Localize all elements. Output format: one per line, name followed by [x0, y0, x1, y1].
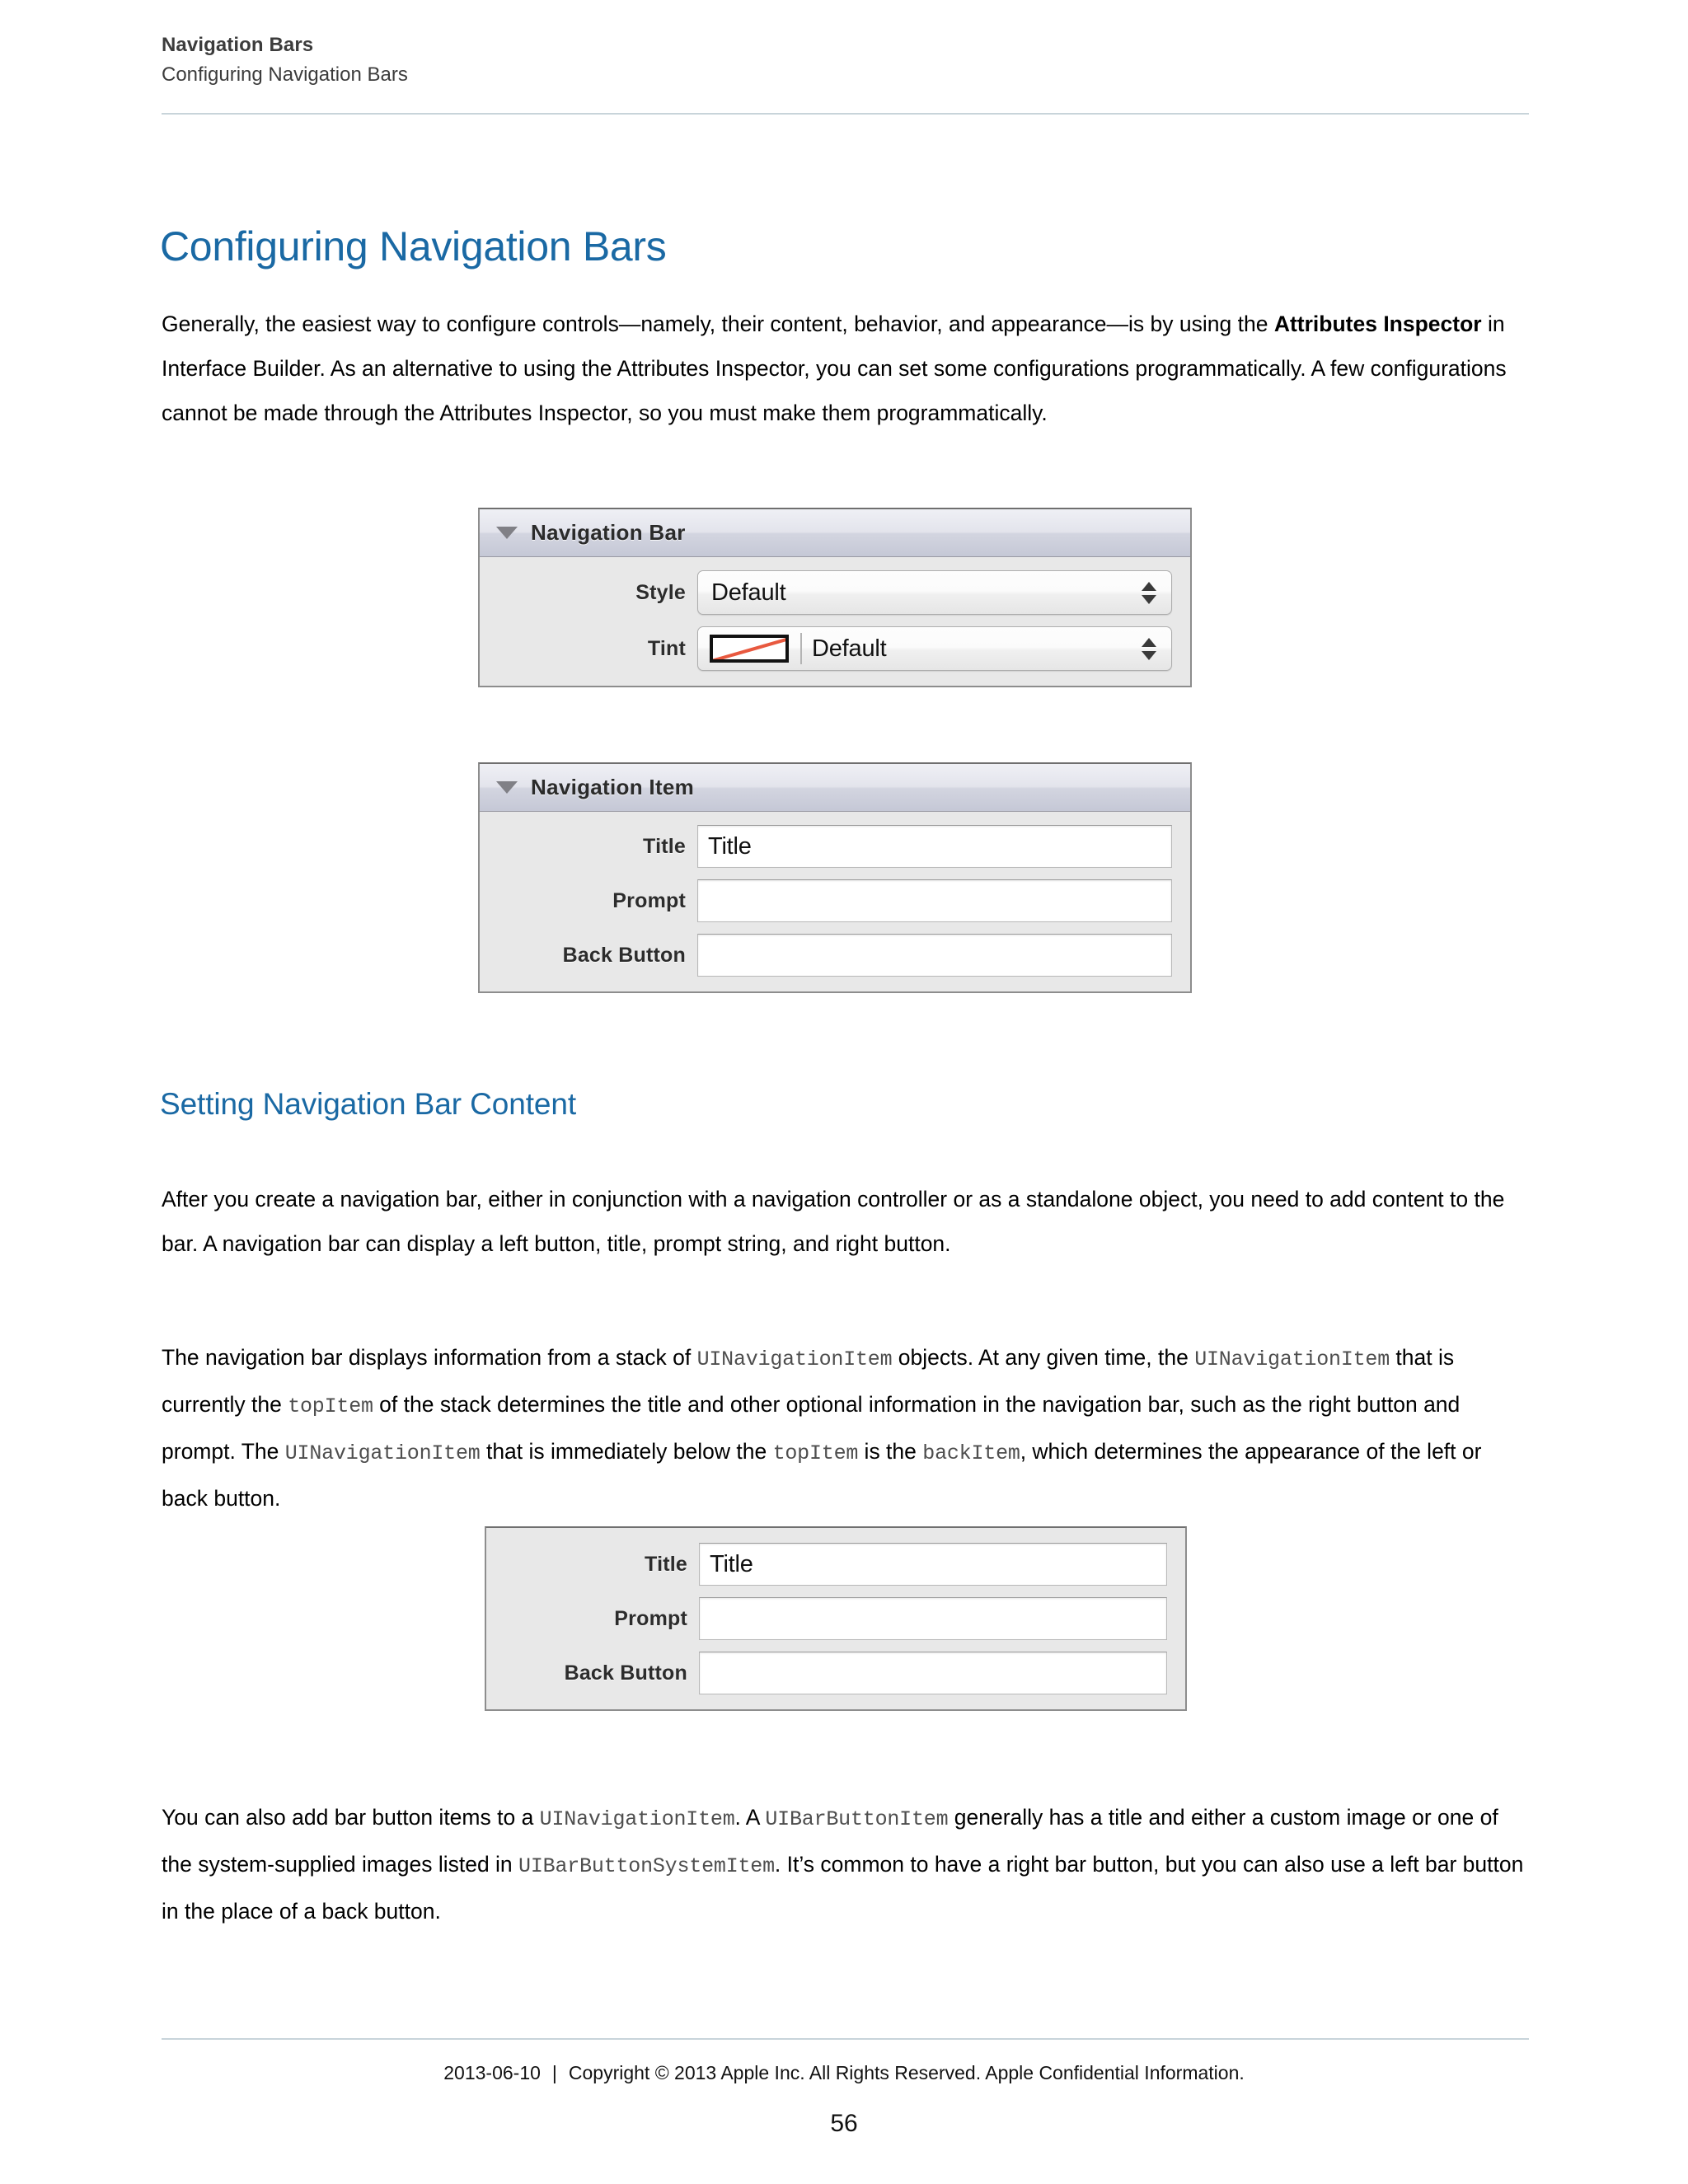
- prompt-input[interactable]: [699, 1597, 1167, 1640]
- tint-color-popup-button[interactable]: [697, 626, 1172, 671]
- field-label-back-button: Back Button: [562, 943, 686, 967]
- paragraph-bar-button-items: [162, 1795, 1530, 1933]
- baritem-text-4: . It’s common to have a right bar button, but you can also use a left bar button in the place of a back button.: [162, 1852, 1524, 1924]
- no-color-swatch-icon[interactable]: [710, 635, 789, 663]
- attributes-inspector-bold: Attributes Inspector: [1273, 312, 1482, 336]
- title-input-value: Title: [708, 832, 752, 860]
- title-input[interactable]: [697, 825, 1172, 868]
- footer-date: 2013-06-10: [443, 2062, 541, 2083]
- style-popup-value: Default: [711, 579, 786, 606]
- running-header-book-title: Navigation Bars: [162, 34, 314, 56]
- field-label-tint: Tint: [647, 636, 686, 660]
- inspector-header-navigation-item[interactable]: [480, 764, 1190, 812]
- baritem-text-2: . A: [734, 1805, 766, 1830]
- paragraph-intro-part1: Generally, the easiest way to configure controls—namely, their content, behavior, and appearance—is by using the: [162, 312, 1274, 336]
- field-label-style: Style: [635, 580, 686, 604]
- code-uinavigationitem-1: UINavigationItem: [696, 1347, 893, 1371]
- baritem-text-1: You can also add bar button items to a: [162, 1805, 540, 1830]
- footer-separator: |: [551, 2062, 557, 2083]
- code-uibarbuttonsystemitem: UIBarButtonSystemItem: [518, 1854, 775, 1878]
- code-uinavigationitem-3: UINavigationItem: [284, 1441, 481, 1465]
- page-number: 56: [830, 2110, 858, 2137]
- stepper-updown-icon[interactable]: [1135, 632, 1163, 665]
- inspector-title-navigation-bar: Navigation Bar: [531, 520, 686, 545]
- stepper-updown-icon[interactable]: [1135, 576, 1163, 609]
- footer: [0, 2062, 1688, 2084]
- field-label-title: Title: [645, 1552, 687, 1576]
- inspector-body-navigation-bar: [480, 557, 1190, 686]
- code-uinavigationitem-2: UINavigationItem: [1194, 1347, 1390, 1371]
- code-uibarbuttonitem: UIBarButtonItem: [765, 1807, 949, 1831]
- paragraph-after-create: After you create a navigation bar, either in conjunction with a navigation controller or as a standalone object, you need to add content to the bar. A navigation bar can display a left button, title, prompt string, and right button.: [162, 1187, 1505, 1256]
- inspector-body-navigation-item-fields: [486, 1528, 1185, 1709]
- attributes-inspector-navigation-bar[interactable]: [478, 508, 1192, 687]
- paragraph-intro: [162, 302, 1530, 435]
- tint-popup-value: Default: [812, 635, 887, 662]
- field-label-prompt: Prompt: [614, 1606, 687, 1630]
- back-button-input[interactable]: [699, 1652, 1167, 1694]
- paragraph-intro-part2: in Interface Builder. As an alternative to using the Attributes Inspector, you can set some configurations programmatically. A few configurations cannot be made through the Attributes Inspector, so you must make them programmatically.: [162, 312, 1507, 425]
- code-topitem-1: topItem: [288, 1394, 373, 1418]
- field-row-title: [486, 1543, 1167, 1586]
- stack-text-2: objects. At any given time, the: [892, 1345, 1195, 1370]
- field-row-tint: [480, 626, 1172, 671]
- attributes-inspector-navigation-item-fields[interactable]: [485, 1526, 1187, 1711]
- baritem-text-3: generally has a title and either a custom image or one of the system-supplied images listed in: [162, 1805, 1498, 1877]
- inspector-title-navigation-item: Navigation Item: [531, 775, 695, 799]
- page-title: Configuring Navigation Bars: [160, 223, 667, 269]
- code-backitem: backItem: [922, 1441, 1020, 1465]
- title-input[interactable]: [699, 1543, 1167, 1586]
- stack-text-5: that is immediately below the: [480, 1439, 773, 1464]
- field-row-prompt: [480, 879, 1172, 922]
- stack-text-4: of the stack determines the title and other optional information in the navigation bar, such as the right button and prompt. The: [162, 1392, 1461, 1464]
- tint-separator: [800, 633, 802, 664]
- inspector-header-navigation-bar[interactable]: [480, 509, 1190, 557]
- running-header: [162, 33, 1530, 88]
- stack-text-1: The navigation bar displays information from a stack of: [162, 1345, 697, 1370]
- triangle-down-icon[interactable]: [496, 781, 518, 794]
- stack-text-6: is the: [858, 1439, 923, 1464]
- field-label-title: Title: [643, 834, 686, 858]
- footer-copyright: Copyright © 2013 Apple Inc. All Rights Reserved. Apple Confidential Information.: [568, 2062, 1245, 2083]
- field-row-prompt: [486, 1597, 1167, 1640]
- prompt-input[interactable]: [697, 879, 1172, 922]
- field-row-style: [480, 570, 1172, 615]
- field-label-prompt: Prompt: [612, 888, 686, 912]
- stack-text-3: that is currently the: [162, 1345, 1455, 1417]
- footer-divider-rule: [162, 2038, 1529, 2040]
- field-label-back-button: Back Button: [564, 1661, 687, 1685]
- attributes-inspector-navigation-item[interactable]: [478, 762, 1192, 993]
- header-divider-rule: [162, 113, 1529, 115]
- field-row-back-button: [486, 1652, 1167, 1694]
- style-popup-button[interactable]: [697, 570, 1172, 615]
- field-row-back-button: [480, 934, 1172, 977]
- section-heading: Setting Navigation Bar Content: [160, 1087, 577, 1121]
- running-header-chapter-title: Configuring Navigation Bars: [162, 63, 408, 86]
- inspector-body-navigation-item: [480, 812, 1190, 991]
- back-button-input[interactable]: [697, 934, 1172, 977]
- code-uinavigationitem-4: UINavigationItem: [539, 1807, 735, 1831]
- field-row-title: [480, 825, 1172, 868]
- triangle-down-icon[interactable]: [496, 527, 518, 539]
- code-topitem-2: topItem: [772, 1441, 859, 1465]
- stack-text-7: , which determines the appearance of the left or back button.: [162, 1439, 1482, 1511]
- title-input-value: Title: [710, 1550, 753, 1577]
- paragraph-navigation-stack: [162, 1335, 1530, 1521]
